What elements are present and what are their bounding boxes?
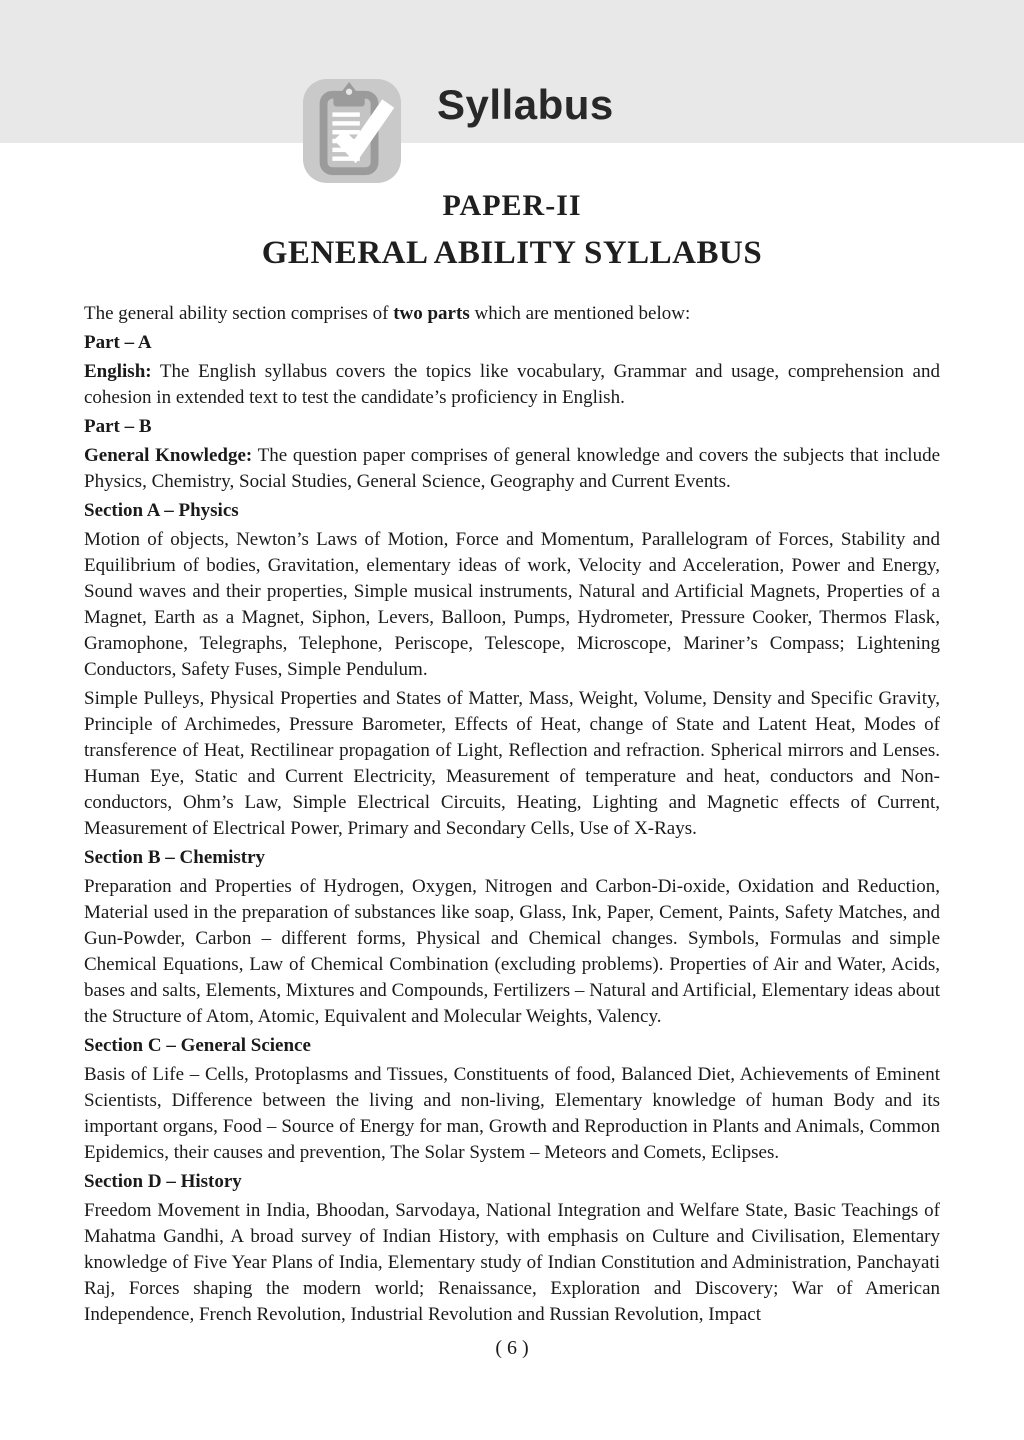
clipboard-check-icon [303, 78, 401, 184]
english-lead: English: [84, 361, 152, 382]
chemistry-paragraph: Preparation and Properties of Hydrogen, Oxygen, Nitrogen and Carbon-Di-oxide, Oxidation and Reduction, Material used in the preparation of substances like soap, Glass, Ink, Paper, Cement, Paints, Safety Matches, and Gun-Powder, Carbon – different forms, Physical and Chemical changes. Symbols, Formulas and simple Chemical Equations, Law of Chemical Combination (excluding problems). Properties of Air and Water, Acids, bases and salts, Elements, Mixtures and Compounds, Fertilizers – Natural and Artificial, Elementary ideas about the Structure of Atom, Atomic, Equivalent and Molecular Weights, Valency. [84, 876, 940, 1027]
syllabus-content [84, 301, 940, 1331]
paper-number-title: PAPER-II [442, 189, 582, 222]
general-knowledge-text: The question paper comprises of general knowledge and covers the subjects that include Physics, Chemistry, Social Studies, General Science, Geography and Current Events. [84, 445, 941, 492]
intro-emphasis: two parts [393, 303, 470, 324]
part-b-heading: Part – B [84, 416, 152, 437]
section-b-heading: Section B – Chemistry [84, 847, 266, 868]
english-text: The English syllabus covers the topics like vocabulary, Grammar and usage, comprehension and cohesion in extended text to test the candidate’s proficiency in English. [84, 361, 940, 408]
clipboard-check-graphic [303, 78, 401, 184]
physics-paragraph-2: Simple Pulleys, Physical Properties and States of Matter, Mass, Weight, Volume, Density and Specific Gravity, Principle of Archimedes, Pressure Barometer, Effects of Heat, change of State and Latent Heat, Modes of transference of Heat, Rectilinear propagation of Light, Reflection and refraction. Spherical mirrors and Lenses. Human Eye, Static and Current Electricity, Measurement of temperature and heat, conductors and Non-conductors, Ohm’s Law, Simple Electrical Circuits, Heating, Lighting and Magnetic effects of Current, Measurement of Electrical Power, Primary and Secondary Cells, Use of X-Rays. [84, 688, 940, 839]
general-knowledge-paragraph [84, 443, 940, 495]
physics-paragraph-1: Motion of objects, Newton’s Laws of Motion, Force and Momentum, Parallelogram of Forces, Stability and Equilibrium of bodies, Gravitation, elementary ideas of work, Velocity and Acceleration, Power and Energy, Sound waves and their properties, Simple musical instruments, Natural and Artificial Magnets, Properties of a Magnet, Earth as a Magnet, Siphon, Levers, Balloon, Pumps, Hydrometer, Pressure Cooker, Thermos Flask, Gramophone, Telegraphs, Telephone, Periscope, Telescope, Microscope, Mariner’s Compass; Lightening Conductors, Safety Fuses, Simple Pendulum. [84, 529, 940, 680]
section-d-heading: Section D – History [84, 1171, 242, 1192]
section-c-heading: Section C – General Science [84, 1035, 311, 1056]
english-paragraph [84, 359, 940, 411]
header-title: Syllabus [437, 81, 614, 128]
section-a-heading: Section A – Physics [84, 500, 239, 521]
intro-pre: The general ability section comprises of [84, 303, 394, 324]
intro-post: which are mentioned below: [469, 303, 691, 324]
intro-paragraph [84, 301, 940, 327]
page-number: ( 6 ) [495, 1337, 529, 1359]
general-knowledge-lead: General Knowledge: [84, 445, 253, 466]
general-ability-title: GENERAL ABILITY SYLLABUS [261, 235, 763, 271]
part-a-heading: Part – A [84, 332, 152, 353]
history-paragraph: Freedom Movement in India, Bhoodan, Sarvodaya, National Integration and Welfare State, Basic Teachings of Mahatma Gandhi, A broad survey of Indian History, with emphasis on Culture and Civilisation, Elementary knowledge of Five Year Plans of India, Elementary study of Indian Constitution and Administration, Panchayati Raj, Forces shaping the modern world; Renaissance, Exploration and Discovery; War of American Independence, French Revolution, Industrial Revolution and Russian Revolution, Impact [84, 1200, 940, 1325]
general-science-paragraph: Basis of Life – Cells, Protoplasms and Tissues, Constituents of food, Balanced Diet, Achievements of Eminent Scientists, Difference between the living and non-living, Elementary knowledge of human Body and its important organs, Food – Source of Energy for man, Growth and Reproduction in Plants and Animals, Common Epidemics, their causes and prevention, The Solar System – Meteors and Comets, Eclipses. [84, 1064, 940, 1163]
